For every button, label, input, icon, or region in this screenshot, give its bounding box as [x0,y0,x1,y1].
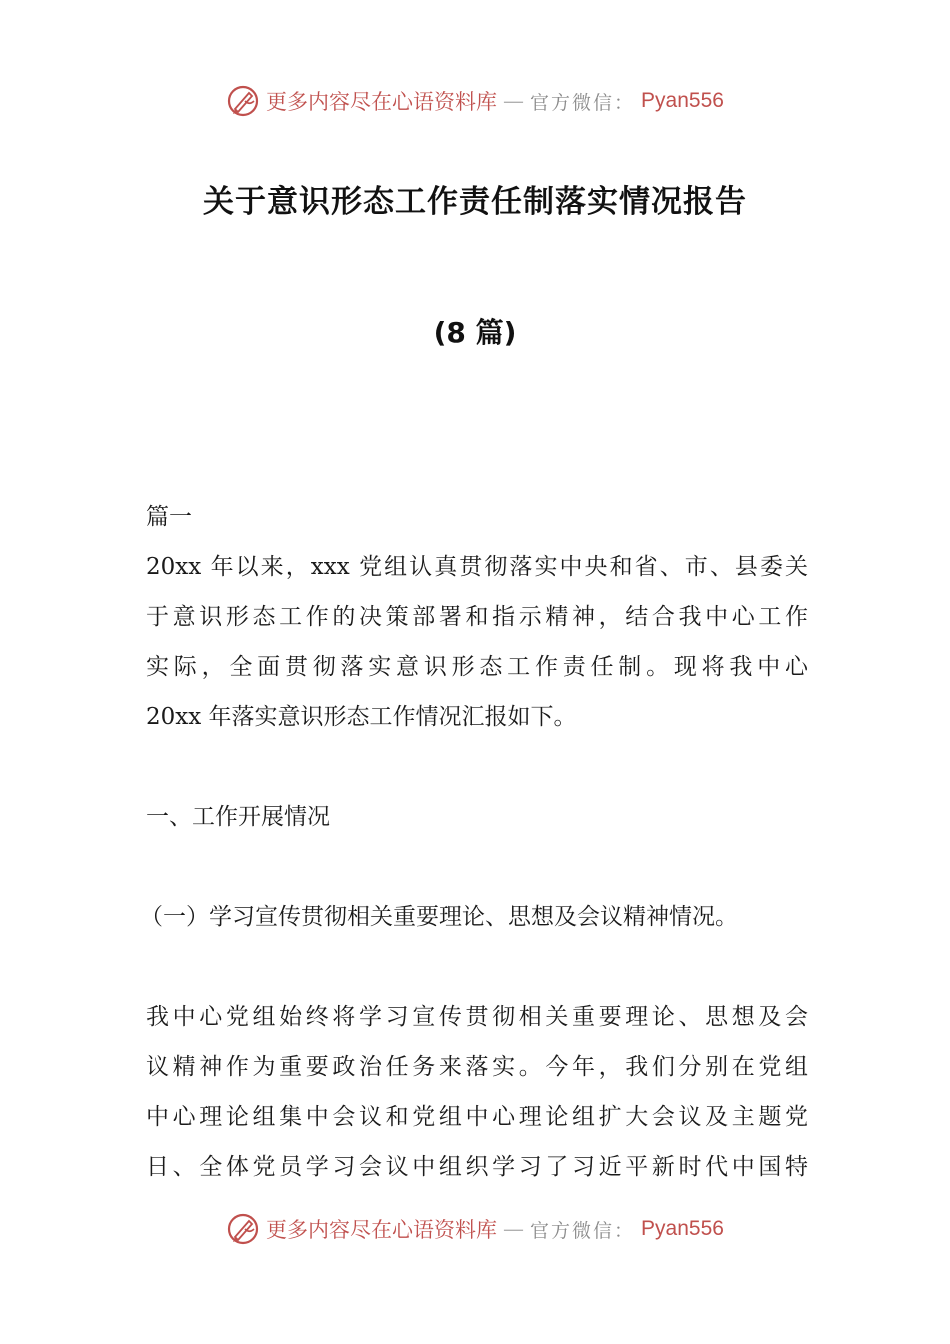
paragraph-line: 中心理论组集中会议和党组中心理论组扩大会议及主题党 [146,1104,808,1130]
pen-logo-icon [226,1212,260,1246]
paragraph-line: 实际，全面贯彻落实意识形态工作责任制。现将我中心 [146,654,808,680]
paragraph-line: 我中心党组始终将学习宣传贯彻相关重要理论、思想及会 [146,1004,808,1030]
section-heading: 一、工作开展情况 [146,804,330,830]
pen-logo-icon [226,84,260,118]
paragraph-line: 20xx 年落实意识形态工作情况汇报如下。 [146,704,577,730]
paragraph-line: 日、全体党员学习会议中组织学习了习近平新时代中国特 [146,1154,808,1180]
part-label: 篇一 [146,504,192,530]
watermark-dash: — [503,1217,525,1241]
document-title: 关于意识形态工作责任制落实情况报告 [203,184,747,220]
paragraph-line: 议精神作为重要政治任务来落实。今年，我们分别在党组 [146,1054,808,1080]
watermark-text: 更多内容尽在心语资料库 [266,1218,498,1242]
watermark-banner-top [0,84,950,118]
watermark-dash: — [503,89,525,113]
watermark-wechat-id: Pyan556 [641,1217,724,1240]
subsection-heading: （一）学习宣传贯彻相关重要理论、思想及会议精神情况。 [140,904,738,930]
watermark-text: 更多内容尽在心语资料库 [266,90,498,114]
watermark-wechat-label: 官方微信： [530,91,636,114]
watermark-wechat-label: 官方微信： [530,1219,636,1242]
paragraph-line: 于意识形态工作的决策部署和指示精神，结合我中心工作 [146,604,808,630]
watermark-banner-bottom [0,1212,950,1246]
paragraph-line: 20xx 年以来，xxx 党组认真贯彻落实中央和省、市、县委关 [146,554,808,580]
watermark-wechat-id: Pyan556 [641,89,724,112]
document-subtitle: (8 篇) [433,316,517,349]
